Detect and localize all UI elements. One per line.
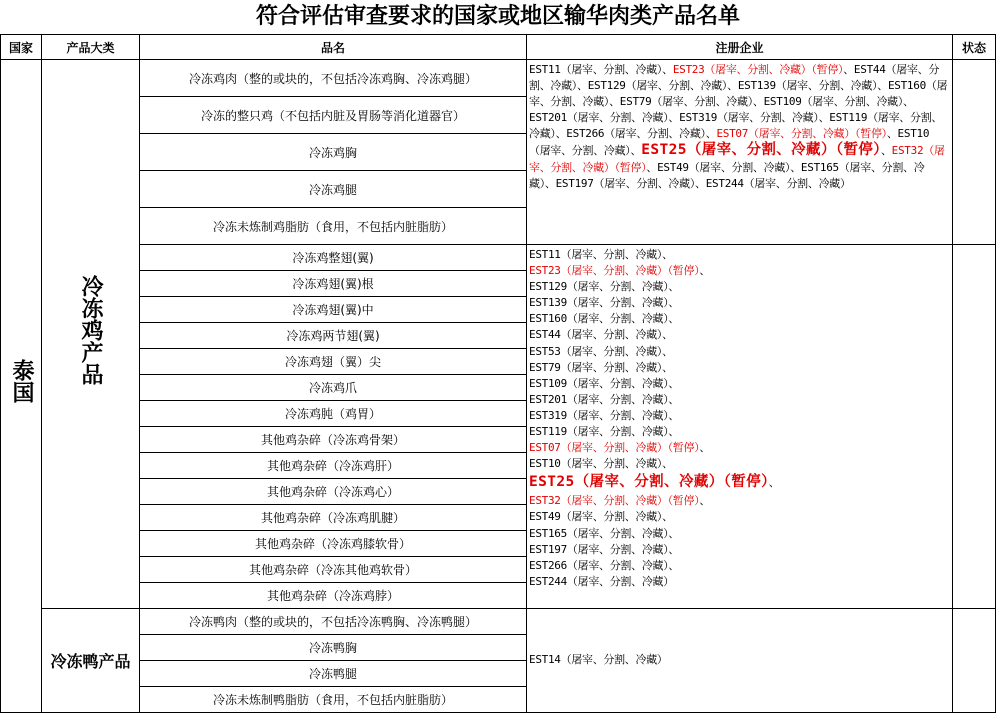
enterprise-entry: EST139（屠宰、分割、冷藏）、 — [529, 296, 680, 310]
header-category: 产品大类 — [42, 35, 140, 60]
category-cell-chicken — [42, 60, 140, 609]
enterprise-line — [529, 279, 950, 295]
enterprise-entry: EST07（屠宰、分割、冷藏）（暂停） — [716, 127, 887, 141]
enterprise-entry: EST129（屠宰、分割、冷藏）、 — [529, 280, 680, 294]
product-table — [0, 34, 996, 713]
category-cell-duck: 冷冻鸭产品 — [42, 609, 140, 713]
status-cell — [953, 245, 996, 609]
enterprise-line — [529, 247, 950, 263]
enterprise-entry: EST11（屠宰、分割、冷藏）、 — [529, 248, 673, 261]
table-row — [1, 60, 996, 97]
product-name: 冷冻鸡胸 — [140, 134, 527, 171]
header-status: 状态 — [953, 35, 996, 60]
enterprise-entry: EST32（屠宰、分割、冷藏）（暂停） — [529, 494, 700, 508]
enterprise-entry: 、EST44（屠宰、分割、冷藏）、EST129（屠宰、分割、冷藏）、EST139（屠宰、分割、冷藏）、EST160（屠宰、分割、冷藏）、EST79（屠宰、分割、冷藏）、EST109（屠宰、分割、冷藏）、EST201（屠宰、分割、冷藏）、EST319（屠宰、分割、冷藏）、EST119（屠宰、分割、冷藏）、EST266（屠宰、分割、冷藏）、 — [529, 63, 948, 141]
enterprise-entry: EST53（屠宰、分割、冷藏）、 — [529, 344, 673, 358]
enterprise-line — [529, 295, 950, 311]
enterprise-entry: EST266（屠宰、分割、冷藏）、 — [529, 558, 680, 572]
enterprise-entry: EST109（屠宰、分割、冷藏）、 — [529, 376, 680, 390]
enterprise-entry: EST197（屠宰、分割、冷藏）、 — [529, 542, 680, 556]
enterprise-line — [529, 424, 950, 440]
enterprise-entry: EST49（屠宰、分割、冷藏）、 — [529, 510, 673, 524]
enterprises-cell — [527, 60, 953, 245]
enterprise-entry: EST79（屠宰、分割、冷藏）、 — [529, 360, 673, 374]
product-name: 冷冻鸡翅(翼)中 — [140, 297, 527, 323]
enterprise-line — [529, 263, 950, 279]
enterprise-line — [529, 376, 950, 392]
enterprise-line — [529, 574, 950, 590]
header-country: 国家 — [1, 35, 42, 60]
enterprise-entry: EST32（屠宰、分割、冷藏）（暂停） — [529, 144, 945, 174]
category-label: 冷冻鸡产品 — [78, 274, 103, 385]
enterprise-entry: EST119（屠宰、分割、冷藏）、 — [529, 425, 680, 439]
enterprise-line — [529, 542, 950, 558]
separator: 、 — [768, 476, 780, 490]
separator: 、 — [699, 441, 711, 455]
enterprise-entry: EST11（屠宰、分割、冷藏）、 — [529, 63, 673, 76]
enterprise-line — [529, 493, 950, 509]
header-name: 品名 — [140, 35, 527, 60]
separator: 、 — [699, 494, 711, 508]
enterprise-line — [529, 558, 950, 574]
enterprise-entry: EST160（屠宰、分割、冷藏）、 — [529, 312, 680, 326]
enterprise-entry: EST244（屠宰、分割、冷藏） — [529, 574, 674, 588]
product-name: 冷冻未炼制鸡脂肪（食用，不包括内脏脂肪） — [140, 208, 527, 245]
product-name: 冷冻鸭肉（整的或块的，不包括冷冻鸭胸、冷冻鸭腿） — [140, 609, 527, 635]
product-name: 其他鸡杂碎（冷冻鸡肌腱） — [140, 505, 527, 531]
country-cell — [1, 60, 42, 713]
enterprise-entry: EST201（屠宰、分割、冷藏）、 — [529, 392, 680, 406]
product-name: 其他鸡杂碎（冷冻其他鸡软骨） — [140, 557, 527, 583]
product-name: 冷冻的整只鸡（不包括内脏及胃肠等消化道器官） — [140, 97, 527, 134]
product-name: 冷冻鸡翅(翼)根 — [140, 271, 527, 297]
product-name: 冷冻鸡爪 — [140, 375, 527, 401]
enterprise-entry: EST319（屠宰、分割、冷藏）、 — [529, 408, 680, 422]
enterprise-line — [529, 408, 950, 424]
status-cell — [953, 609, 996, 713]
enterprise-entry: EST25（屠宰、分割、冷藏）（暂停） — [641, 142, 881, 159]
table-header-row — [1, 35, 996, 60]
enterprise-entry: EST23（屠宰、分割、冷藏）（暂停） — [672, 63, 844, 76]
product-name: 冷冻鸭腿 — [140, 661, 527, 687]
enterprises-cell: EST14（屠宰、分割、冷藏） — [527, 609, 953, 713]
enterprise-line — [529, 456, 950, 472]
product-name: 其他鸡杂碎（冷冻鸡脖） — [140, 583, 527, 609]
page-title: 符合评估审查要求的国家或地区输华肉类产品名单 — [255, 4, 740, 29]
enterprise-line — [529, 472, 950, 493]
table-body — [1, 60, 996, 713]
product-name: 冷冻鸭胸 — [140, 635, 527, 661]
enterprise-entry: EST165（屠宰、分割、冷藏）、 — [529, 526, 680, 540]
enterprise-entry: EST10（屠宰、分割、冷藏）、 — [529, 457, 673, 471]
enterprise-entry: 、EST10（屠宰、分割、冷藏）、 — [529, 127, 930, 158]
product-name: 冷冻鸡翅（翼）尖 — [140, 349, 527, 375]
enterprises-cell — [527, 245, 953, 609]
status-cell — [953, 60, 996, 245]
enterprise-entry: 、EST49（屠宰、分割、冷藏）、EST165（屠宰、分割、冷藏）、EST197（屠宰、分割、冷藏）、EST244（屠宰、分割、冷藏） — [529, 160, 925, 190]
enterprise-line — [529, 509, 950, 525]
separator: 、 — [699, 264, 711, 278]
country-label: 泰国 — [9, 359, 34, 403]
header-enterprises: 注册企业 — [527, 35, 953, 60]
product-name: 冷冻鸡肫（鸡胃） — [140, 401, 527, 427]
enterprise-entry: EST25（屠宰、分割、冷藏）（暂停） — [529, 474, 769, 491]
enterprise-entry: EST07（屠宰、分割、冷藏）（暂停） — [529, 441, 700, 455]
product-name: 其他鸡杂碎（冷冻鸡心） — [140, 479, 527, 505]
enterprise-entry: EST23（屠宰、分割、冷藏）（暂停） — [529, 264, 700, 278]
product-name: 冷冻鸡整翅(翼) — [140, 245, 527, 271]
enterprise-line — [529, 311, 950, 327]
product-name: 其他鸡杂碎（冷冻鸡肝） — [140, 453, 527, 479]
table-row — [1, 609, 996, 635]
enterprise-line — [529, 392, 950, 408]
enterprise-line — [529, 440, 950, 456]
enterprise-line — [529, 360, 950, 376]
enterprise-line — [529, 327, 950, 343]
product-name: 冷冻鸡肉（整的或块的，不包括冷冻鸡胸、冷冻鸡腿） — [140, 60, 527, 97]
product-name: 冷冻鸡两节翅(翼) — [140, 323, 527, 349]
product-name: 冷冻鸡腿 — [140, 171, 527, 208]
product-name: 其他鸡杂碎（冷冻鸡膝软骨） — [140, 531, 527, 557]
enterprise-line — [529, 344, 950, 360]
enterprise-line — [529, 526, 950, 542]
table-row — [1, 245, 996, 271]
product-name: 冷冻未炼制鸭脂肪（食用，不包括内脏脂肪） — [140, 687, 527, 713]
enterprise-entry: EST44（屠宰、分割、冷藏）、 — [529, 328, 673, 342]
enterprise-entry: 、 — [880, 144, 892, 158]
product-name: 其他鸡杂碎（冷冻鸡骨架） — [140, 427, 527, 453]
